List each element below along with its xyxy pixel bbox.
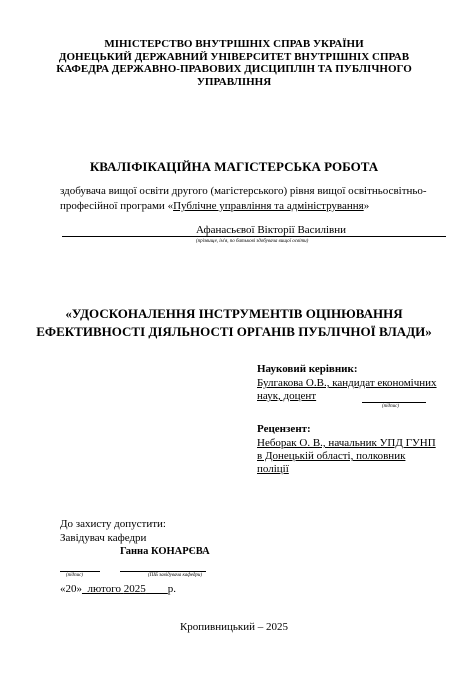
ministry-header [0, 38, 468, 88]
degree-line2 [60, 199, 427, 214]
program-name: Публічне управління та адміністрування [173, 200, 364, 212]
reviewer-line2: в Донецькій області, полковник [257, 450, 406, 462]
reviewer-info [257, 437, 457, 476]
department-line: КАФЕДРА ДЕРЖАВНО-ПРАВОВИХ ДИСЦИПЛІН ТА ПУБЛІЧНОГО [56, 63, 412, 75]
head-sign-line [60, 571, 100, 572]
topic-line2: ЕФЕКТИВНОСТІ ДІЯЛЬНОСТІ ОРГАНІВ ПУБЛІЧНОЇ ВЛАДИ» [36, 324, 432, 339]
head-sign-caption: (підпис) [66, 573, 83, 578]
supervisor-sign-caption: (підпис) [382, 404, 399, 409]
degree-suffix: » [363, 200, 370, 212]
student-caption: (прізвище, ім'я, по батькові здобувача вищої освіти) [196, 239, 309, 244]
supervisor-line2: наук, доцент [257, 390, 317, 402]
student-name-line [62, 236, 446, 237]
supervisor-label: Науковий керівник: [257, 363, 358, 375]
degree-prefix: професійної програми « [60, 200, 174, 212]
thesis-topic [0, 305, 468, 341]
head-name-caption: (ПІБ завідувача кафедри) [148, 573, 203, 578]
page-title: КВАЛІФІКАЦІЙНА МАГІСТЕРСЬКА РОБОТА [89, 159, 379, 174]
supervisor-info [257, 377, 457, 403]
university-line: ДОНЕЦЬКИЙ ДЕРЖАВНИЙ УНІВЕРСИТЕТ ВНУТРІШНІХ СПРАВ [58, 50, 410, 63]
reviewer-line3: поліції [257, 463, 289, 475]
topic-line1: «УДОСКОНАЛЕННЯ ІНСТРУМЕНТІВ ОЦІНЮВАННЯ [65, 306, 403, 321]
degree-line1: здобувача вищої освіти другого (магістерського) рівня вищої освітньосвітньо- [60, 185, 427, 197]
department-line-cont: УПРАВЛІННЯ [196, 75, 272, 88]
admission-date [60, 583, 176, 595]
head-name-line [120, 571, 206, 572]
student-name: Афанасьєвої Вікторії Василівни [196, 224, 346, 236]
ministry-line: МІНІСТЕРСТВО ВНУТРІШНІХ СПРАВ УКРАЇНИ [104, 38, 364, 50]
date-month: _лютого [82, 583, 121, 595]
city-year: Кропивницький – 2025 [179, 621, 289, 633]
date-year: 2025____ [123, 583, 168, 595]
department-head-name: Ганна КОНАРЄВА [120, 546, 210, 557]
admission-label: До захисту допустити: [60, 518, 166, 530]
date-suffix: р. [167, 583, 176, 595]
date-day: «20» [60, 583, 82, 595]
reviewer-line1: Неборак О. В., начальник УПД ГУНП [257, 437, 436, 449]
department-head-label: Завідувач кафедри [60, 532, 147, 544]
reviewer-label: Рецензент: [257, 423, 311, 435]
supervisor-line1: Булгакова О.В., кандидат економічних [257, 377, 437, 389]
degree-description [60, 184, 427, 214]
supervisor-sign-line [362, 402, 426, 403]
